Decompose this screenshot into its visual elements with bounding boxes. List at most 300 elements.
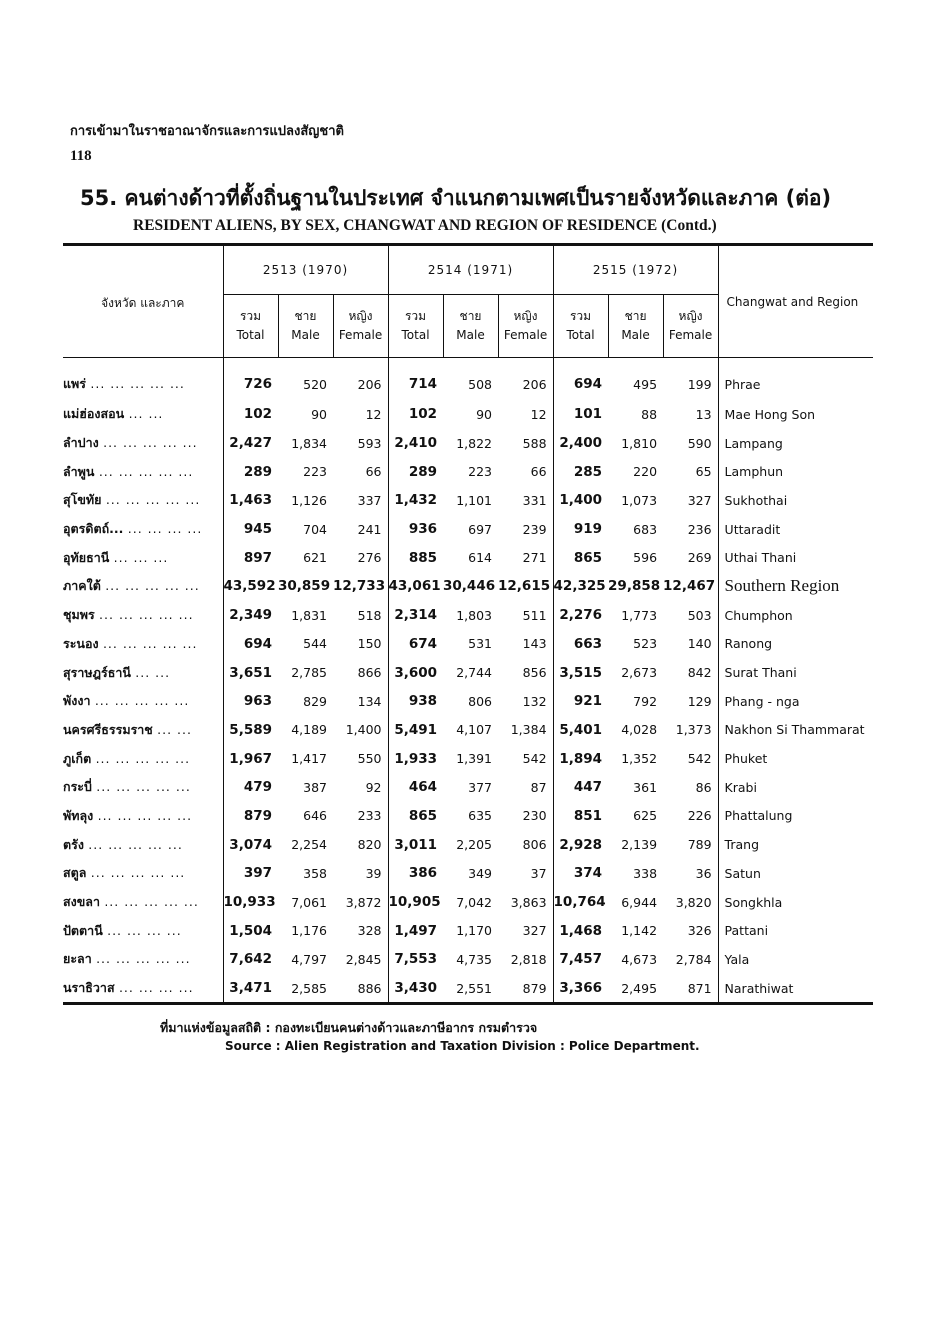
subheader-english: Total xyxy=(236,328,265,342)
cell-female: 2,818 xyxy=(510,951,547,967)
cell-male: 596 xyxy=(633,550,658,566)
cell-female: 337 xyxy=(357,492,382,508)
cell-total: 885 xyxy=(388,543,443,572)
cell-total: 397 xyxy=(223,859,278,888)
cell-female: 542 xyxy=(687,751,712,767)
cell-female: 143 xyxy=(522,636,547,652)
leader-dots: ... ... ... ... ... xyxy=(103,435,198,451)
cell-female: 593 xyxy=(357,435,382,451)
leader-dots: ... ... ... ... ... xyxy=(105,578,200,594)
changwat-name-english: Surat Thani xyxy=(718,658,873,687)
changwat-label: ลำพูน xyxy=(63,463,95,479)
cell-male: 625 xyxy=(633,808,658,824)
cell-total: 42,325 xyxy=(553,572,608,601)
cell-female: 86 xyxy=(695,779,712,795)
cell-total: 3,471 xyxy=(223,974,278,1004)
cell-female: 866 xyxy=(357,665,382,681)
cell-female: 236 xyxy=(687,521,712,537)
cell-male: 1,170 xyxy=(456,923,493,939)
table-row xyxy=(63,687,873,716)
cell-total: 921 xyxy=(553,687,608,716)
cell-male: 338 xyxy=(633,865,658,881)
changwat-label: ยะลา xyxy=(63,951,92,967)
cell-total: 102 xyxy=(388,400,443,429)
cell-female: 129 xyxy=(687,693,712,709)
changwat-name-thai xyxy=(63,486,223,515)
cell-male: 361 xyxy=(633,779,658,795)
cell-total: 7,553 xyxy=(388,945,443,974)
changwat-name-thai xyxy=(63,802,223,831)
leader-dots: ... ... xyxy=(157,721,192,737)
cell-female: 140 xyxy=(687,636,712,652)
cell-male: 1,101 xyxy=(456,492,493,508)
cell-female: 503 xyxy=(687,607,712,623)
cell-male: 1,352 xyxy=(621,751,658,767)
cell-male: 2,785 xyxy=(291,665,327,681)
changwat-name-english: Uthai Thani xyxy=(718,543,873,572)
changwat-name-thai xyxy=(63,687,223,716)
cell-female: 239 xyxy=(522,521,547,537)
cell-total: 2,314 xyxy=(388,601,443,630)
cell-female: 3,872 xyxy=(345,894,382,910)
table-row xyxy=(63,830,873,859)
cell-total: 2,276 xyxy=(553,601,608,630)
cell-male: 1,391 xyxy=(456,751,493,767)
cell-female: 12,615 xyxy=(498,578,551,595)
cell-total: 386 xyxy=(388,859,443,888)
changwat-name-thai xyxy=(63,543,223,572)
changwat-label: นครศรีธรรมราช xyxy=(63,721,153,737)
cell-male: 1,803 xyxy=(456,607,493,623)
cell-total: 1,894 xyxy=(553,744,608,773)
changwat-name-thai xyxy=(63,716,223,745)
subheader-english: Male xyxy=(621,328,650,342)
cell-male: 2,254 xyxy=(291,837,327,853)
cell-total: 43,592 xyxy=(223,572,278,601)
cell-total: 3,074 xyxy=(223,830,278,859)
changwat-name-english: Lampang xyxy=(718,429,873,458)
changwat-name-thai xyxy=(63,830,223,859)
cell-total: 10,905 xyxy=(388,888,443,917)
cell-total: 674 xyxy=(388,630,443,659)
cell-total: 464 xyxy=(388,773,443,802)
leader-dots: ... ... ... ... ... xyxy=(97,807,193,823)
cell-male: 88 xyxy=(641,406,658,422)
changwat-label: ชุมพร xyxy=(63,607,95,623)
region-row xyxy=(63,572,873,601)
cell-female: 328 xyxy=(357,923,382,939)
changwat-name-thai xyxy=(63,400,223,429)
subheader-english: Male xyxy=(456,328,485,342)
cell-male: 792 xyxy=(633,693,658,709)
source-note xyxy=(160,1018,700,1056)
cell-total: 43,061 xyxy=(388,572,443,601)
changwat-label: สุราษฎร์ธานี xyxy=(63,664,131,680)
cell-female: 518 xyxy=(357,607,382,623)
cell-male: 4,028 xyxy=(621,722,658,738)
changwat-label: แม่ฮ่องสอน xyxy=(63,406,125,422)
table-row xyxy=(63,429,873,458)
cell-female: 1,384 xyxy=(510,722,547,738)
cell-female: 87 xyxy=(530,779,547,795)
cell-male: 349 xyxy=(468,865,493,881)
cell-male: 531 xyxy=(468,636,493,652)
leader-dots: ... ... ... ... ... xyxy=(96,951,191,967)
leader-dots: ... ... ... ... ... xyxy=(105,492,201,508)
cell-male: 2,551 xyxy=(456,980,493,996)
changwat-name-thai xyxy=(63,630,223,659)
cell-female: 542 xyxy=(522,751,547,767)
cell-female: 230 xyxy=(522,808,547,824)
cell-total: 10,933 xyxy=(223,888,278,917)
cell-total: 2,410 xyxy=(388,429,443,458)
changwat-name-english: Ranong xyxy=(718,630,873,659)
cell-female: 511 xyxy=(522,607,547,623)
changwat-name-english: Uttaradit xyxy=(718,515,873,544)
changwat-name-thai xyxy=(63,744,223,773)
cell-female: 327 xyxy=(687,492,712,508)
table-row xyxy=(63,486,873,515)
leader-dots: ... ... xyxy=(128,406,164,422)
cell-female: 199 xyxy=(687,376,712,392)
cell-male: 6,944 xyxy=(621,894,658,910)
leader-dots: ... ... ... ... ... xyxy=(90,376,185,391)
cell-female: 3,863 xyxy=(510,894,547,910)
year-header: 2515 (1972) xyxy=(553,245,718,295)
cell-total: 10,764 xyxy=(553,888,608,917)
cell-total: 289 xyxy=(388,457,443,486)
changwat-label: นราธิวาส xyxy=(63,980,115,996)
cell-total: 2,400 xyxy=(553,429,608,458)
changwat-name-english: Satun xyxy=(718,859,873,888)
changwat-name-thai xyxy=(63,916,223,945)
subheader-male xyxy=(278,295,333,358)
cell-total: 1,933 xyxy=(388,744,443,773)
changwat-name-english: Nakhon Si Thammarat xyxy=(718,716,873,745)
cell-female: 550 xyxy=(357,751,382,767)
cell-total: 714 xyxy=(388,358,443,401)
changwat-name-thai xyxy=(63,429,223,458)
leader-dots: ... ... ... ... ... xyxy=(88,836,183,852)
cell-total: 285 xyxy=(553,457,608,486)
subheader-male xyxy=(443,295,498,358)
cell-total: 102 xyxy=(223,400,278,429)
cell-male: 30,446 xyxy=(443,578,496,595)
cell-total: 1,504 xyxy=(223,916,278,945)
source-thai: ที่มาแห่งข้อมูลสถิติ : กองทะเบียนคนต่างด้าวและภาษีอากร กรมตำรวจ xyxy=(160,1020,538,1035)
cell-female: 806 xyxy=(522,837,547,853)
cell-female: 36 xyxy=(695,865,712,881)
subheader-english: Total xyxy=(566,328,595,342)
cell-female: 276 xyxy=(357,550,382,566)
leader-dots: ... ... xyxy=(135,664,171,680)
changwat-name-english: Yala xyxy=(718,945,873,974)
cell-male: 7,042 xyxy=(456,894,493,910)
cell-total: 101 xyxy=(553,400,608,429)
changwat-label: ภูเก็ต xyxy=(63,750,92,766)
changwat-name-thai xyxy=(63,358,223,401)
subheader-english: Male xyxy=(291,328,320,342)
table-row xyxy=(63,773,873,802)
cell-male: 614 xyxy=(468,550,493,566)
cell-male: 223 xyxy=(303,464,327,480)
cell-female: 134 xyxy=(357,693,382,709)
cell-total: 945 xyxy=(223,515,278,544)
table-title-thai: 55. คนต่างด้าวที่ตั้งถิ่นฐานในประเทศ จำแนกตามเพศเป็นรายจังหวัดและภาค (ต่อ) xyxy=(80,186,832,210)
cell-total: 694 xyxy=(553,358,608,401)
cell-female: 37 xyxy=(530,865,547,881)
subheader-female xyxy=(498,295,553,358)
changwat-name-english: Phuket xyxy=(718,744,873,773)
cell-total: 289 xyxy=(223,457,278,486)
table-row xyxy=(63,859,873,888)
changwat-label: สตูล xyxy=(63,865,87,881)
cell-female: 3,820 xyxy=(675,894,712,910)
subheader-female xyxy=(333,295,388,358)
cell-total: 3,651 xyxy=(223,658,278,687)
subheader-english: Female xyxy=(503,328,548,342)
leader-dots: ... ... ... ... ... xyxy=(104,894,199,910)
cell-total: 447 xyxy=(553,773,608,802)
subheader-thai: ชาย xyxy=(624,309,647,324)
cell-male: 387 xyxy=(303,779,327,795)
cell-total: 963 xyxy=(223,687,278,716)
year-header: 2513 (1970) xyxy=(223,245,388,295)
cell-female: 12,733 xyxy=(333,578,386,595)
cell-total: 374 xyxy=(553,859,608,888)
subheader-total xyxy=(553,295,608,358)
cell-total: 726 xyxy=(223,358,278,401)
changwat-name-thai xyxy=(63,945,223,974)
leader-dots: ... ... ... ... xyxy=(118,980,194,996)
cell-female: 327 xyxy=(522,923,547,939)
cell-male: 4,107 xyxy=(456,722,493,738)
cell-male: 495 xyxy=(633,376,658,392)
cell-total: 1,463 xyxy=(223,486,278,515)
cell-male: 646 xyxy=(303,808,327,824)
changwat-label: พัทลุง xyxy=(63,807,94,823)
cell-female: 886 xyxy=(357,980,382,996)
cell-male: 1,142 xyxy=(621,923,658,939)
cell-male: 220 xyxy=(633,464,658,480)
cell-total: 479 xyxy=(223,773,278,802)
cell-male: 4,797 xyxy=(291,951,327,967)
leader-dots: ... ... ... ... xyxy=(107,922,182,938)
cell-total: 2,349 xyxy=(223,601,278,630)
cell-male: 4,735 xyxy=(456,951,493,967)
table-row xyxy=(63,802,873,831)
table-row xyxy=(63,400,873,429)
subheader-thai: รวม xyxy=(569,309,592,324)
table-row xyxy=(63,630,873,659)
cell-total: 694 xyxy=(223,630,278,659)
cell-male: 704 xyxy=(303,521,327,537)
aliens-table xyxy=(63,243,873,1005)
cell-male: 1,822 xyxy=(456,435,493,451)
cell-male: 2,205 xyxy=(456,837,493,853)
cell-male: 508 xyxy=(468,376,493,392)
cell-male: 1,073 xyxy=(621,492,658,508)
cell-total: 851 xyxy=(553,802,608,831)
cell-male: 90 xyxy=(311,406,327,422)
cell-male: 7,061 xyxy=(291,894,327,910)
subheader-english: Female xyxy=(338,328,383,342)
cell-female: 1,373 xyxy=(675,722,712,738)
changwat-name-thai xyxy=(63,457,223,486)
cell-total: 1,468 xyxy=(553,916,608,945)
cell-total: 5,401 xyxy=(553,716,608,745)
cell-total: 7,642 xyxy=(223,945,278,974)
cell-female: 206 xyxy=(357,376,382,392)
cell-female: 65 xyxy=(695,464,712,480)
table-row xyxy=(63,358,873,401)
changwat-label: ภาคใต้ xyxy=(63,578,101,594)
cell-male: 90 xyxy=(476,406,493,422)
cell-male: 523 xyxy=(633,636,658,652)
changwat-label: สุโขทัย xyxy=(63,492,102,508)
cell-female: 66 xyxy=(365,464,382,480)
cell-female: 241 xyxy=(357,521,382,537)
cell-male: 377 xyxy=(468,779,493,795)
cell-female: 92 xyxy=(365,779,382,795)
table-row xyxy=(63,658,873,687)
leader-dots: ... ... ... ... ... xyxy=(95,750,191,766)
cell-male: 358 xyxy=(303,865,327,881)
leader-dots: ... ... ... ... ... xyxy=(99,607,194,623)
cell-male: 29,858 xyxy=(608,578,661,595)
cell-female: 271 xyxy=(522,550,547,566)
stub-header: จังหวัด และภาค xyxy=(63,245,223,358)
subheader-total xyxy=(388,295,443,358)
region-header: Changwat and Region xyxy=(718,245,873,358)
cell-male: 544 xyxy=(303,636,327,652)
cell-female: 331 xyxy=(522,492,547,508)
cell-male: 4,189 xyxy=(291,722,327,738)
changwat-name-english: Narathiwat xyxy=(718,974,873,1004)
cell-female: 13 xyxy=(695,406,712,422)
changwat-name-thai xyxy=(63,974,223,1004)
cell-female: 1,400 xyxy=(345,722,382,738)
changwat-label: สงขลา xyxy=(63,894,100,910)
table-row xyxy=(63,515,873,544)
cell-total: 3,430 xyxy=(388,974,443,1004)
cell-male: 4,673 xyxy=(621,951,658,967)
cell-female: 66 xyxy=(530,464,547,480)
subheader-male xyxy=(608,295,663,358)
cell-total: 919 xyxy=(553,515,608,544)
changwat-name-thai xyxy=(63,601,223,630)
changwat-name-thai xyxy=(63,859,223,888)
subheader-thai: รวม xyxy=(239,309,262,324)
changwat-label: อุตรดิตถ์... xyxy=(63,521,124,537)
leader-dots: ... ... ... xyxy=(113,549,169,565)
cell-female: 233 xyxy=(357,808,382,824)
cell-male: 520 xyxy=(303,376,327,392)
cell-female: 206 xyxy=(522,376,547,392)
cell-male: 635 xyxy=(468,808,493,824)
subheader-thai: หญิง xyxy=(678,309,703,324)
subheader-thai: หญิง xyxy=(348,309,373,324)
cell-female: 326 xyxy=(687,923,712,939)
cell-male: 2,495 xyxy=(621,980,658,996)
cell-male: 697 xyxy=(468,521,493,537)
cell-total: 879 xyxy=(223,802,278,831)
cell-male: 829 xyxy=(303,693,327,709)
changwat-name-thai xyxy=(63,773,223,802)
cell-male: 1,831 xyxy=(291,607,327,623)
changwat-name-english: Phattalung xyxy=(718,802,873,831)
changwat-name-english: Phang - nga xyxy=(718,687,873,716)
cell-female: 590 xyxy=(687,435,712,451)
subheader-female xyxy=(663,295,718,358)
table-row xyxy=(63,457,873,486)
cell-female: 2,845 xyxy=(345,951,382,967)
page-number: 118 xyxy=(70,148,92,164)
changwat-name-english: Sukhothai xyxy=(718,486,873,515)
cell-female: 2,784 xyxy=(675,951,712,967)
table-body xyxy=(63,358,873,1004)
cell-male: 2,585 xyxy=(291,980,327,996)
table-row xyxy=(63,744,873,773)
leader-dots: ... ... ... ... ... xyxy=(96,779,191,795)
cell-total: 3,366 xyxy=(553,974,608,1004)
cell-total: 5,491 xyxy=(388,716,443,745)
changwat-label: แพร่ xyxy=(63,376,87,391)
cell-male: 621 xyxy=(303,550,327,566)
changwat-label: ปัตตานี xyxy=(63,922,103,938)
cell-total: 3,011 xyxy=(388,830,443,859)
cell-female: 820 xyxy=(357,837,382,853)
changwat-name-english: Southern Region xyxy=(718,572,873,601)
changwat-name-english: Mae Hong Son xyxy=(718,400,873,429)
changwat-name-english: Phrae xyxy=(718,358,873,401)
changwat-label: อุทัยธานี xyxy=(63,549,110,565)
cell-female: 842 xyxy=(687,665,712,681)
changwat-name-thai xyxy=(63,888,223,917)
table-row xyxy=(63,543,873,572)
cell-total: 2,928 xyxy=(553,830,608,859)
cell-female: 12 xyxy=(365,406,382,422)
subheader-thai: หญิง xyxy=(513,309,538,324)
cell-total: 1,967 xyxy=(223,744,278,773)
cell-female: 150 xyxy=(357,636,382,652)
table-row xyxy=(63,916,873,945)
table-row xyxy=(63,601,873,630)
cell-male: 30,859 xyxy=(278,578,331,595)
cell-total: 1,432 xyxy=(388,486,443,515)
leader-dots: ... ... ... ... ... xyxy=(94,693,190,709)
cell-male: 806 xyxy=(468,693,493,709)
cell-female: 789 xyxy=(687,837,712,853)
source-english: Source : Alien Registration and Taxation Division : Police Department. xyxy=(225,1039,700,1054)
cell-male: 1,176 xyxy=(291,923,327,939)
changwat-name-english: Lamphun xyxy=(718,457,873,486)
changwat-label: กระบี่ xyxy=(63,779,92,795)
running-head: การเข้ามาในราชอาณาจักรและการแปลงสัญชาติ xyxy=(70,124,344,139)
cell-total: 3,600 xyxy=(388,658,443,687)
cell-male: 2,139 xyxy=(621,837,658,853)
cell-total: 663 xyxy=(553,630,608,659)
changwat-name-english: Trang xyxy=(718,830,873,859)
cell-male: 1,126 xyxy=(291,492,327,508)
cell-male: 1,773 xyxy=(621,607,658,623)
subheader-thai: ชาย xyxy=(459,309,482,324)
cell-total: 1,400 xyxy=(553,486,608,515)
cell-female: 132 xyxy=(522,693,547,709)
table-row xyxy=(63,945,873,974)
leader-dots: ... ... ... ... ... xyxy=(90,865,186,881)
cell-female: 269 xyxy=(687,550,712,566)
